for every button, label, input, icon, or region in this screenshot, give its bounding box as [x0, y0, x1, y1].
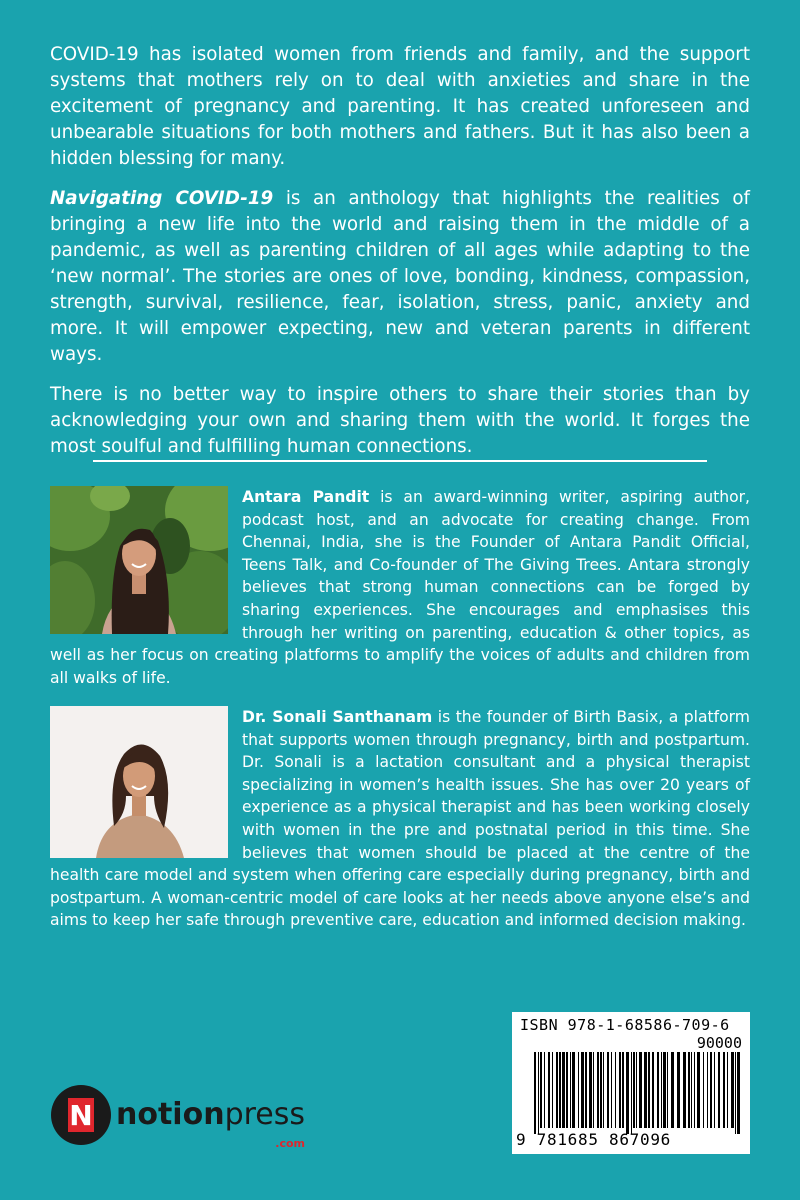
publisher-name	[116, 1097, 305, 1150]
barcode-bar	[707, 1052, 708, 1128]
blurb-paragraph-3: There is no better way to inspire others to share their stories than by acknowledging your own and sharing them with the world. It forges the most soulful and fulfilling human connections.	[50, 384, 750, 457]
author-photo-2	[50, 706, 228, 858]
isbn-label: ISBN 978-1-68586-709-6	[520, 1016, 730, 1034]
barcode-bar	[572, 1052, 575, 1128]
barcode-bar	[559, 1052, 561, 1128]
barcode-bar	[581, 1052, 584, 1128]
barcode-bar	[611, 1052, 612, 1128]
author-name-2: Dr. Sonali Santhanam	[242, 708, 433, 726]
author-bio-2	[50, 706, 750, 932]
barcode-bar	[585, 1052, 587, 1128]
barcode-bar	[636, 1052, 637, 1128]
barcode-bar	[714, 1052, 715, 1128]
author-bio-text-1: is an award-winning writer, aspiring author, podcast host, and an advocate for creating change. From Chennai, India, she is the Founder of Antara Pandit Official, Teens Talk, and Co-founder of The Giving Trees. Antara strongly believes that strong human connections can be forged by sharing experiences. She encourages and emphasises this through her writing on parenting, education & other topics, as well as her focus on creating platforms to amplify the voices of adults and children from all walks of life.	[50, 488, 750, 687]
barcode-bar	[663, 1052, 666, 1128]
barcode-bar	[683, 1052, 686, 1128]
publisher-domain-suffix: .com	[275, 1137, 305, 1150]
barcode-bar	[600, 1052, 602, 1128]
barcode-bar	[639, 1052, 642, 1128]
barcode-bar	[671, 1052, 674, 1128]
barcode-bar	[566, 1052, 568, 1128]
barcode-bar	[570, 1052, 571, 1128]
barcode-bar	[631, 1052, 632, 1134]
barcode-bar	[731, 1052, 734, 1128]
barcode-bar	[562, 1052, 565, 1128]
author-photo-1	[50, 486, 228, 634]
blurb-paragraph-2	[50, 186, 750, 368]
barcode-bar	[691, 1052, 692, 1128]
price-code: 90000	[696, 1034, 742, 1052]
barcode-bar	[667, 1052, 668, 1128]
logo-mark-letter: N	[69, 1099, 93, 1132]
barcode-bar	[597, 1052, 599, 1128]
barcode-bar	[723, 1052, 725, 1128]
barcode-bar	[626, 1052, 629, 1134]
barcode-bar	[737, 1052, 740, 1134]
barcode-bar	[657, 1052, 659, 1128]
publisher-name-part-1: notion	[116, 1097, 225, 1132]
barcode-bar	[644, 1052, 647, 1128]
barcode-bar	[677, 1052, 680, 1128]
barcode-bar	[694, 1052, 695, 1128]
barcode-bar	[589, 1052, 592, 1128]
barcode-bar	[534, 1052, 536, 1134]
barcode-bar	[622, 1052, 624, 1128]
publisher-name-part-2: press	[224, 1097, 305, 1132]
barcode-bar	[552, 1052, 553, 1128]
barcode-bar	[633, 1052, 635, 1128]
barcode-bar	[540, 1052, 542, 1128]
barcode-bar	[697, 1052, 700, 1128]
ean-number: 9 781685 867096	[516, 1130, 671, 1149]
barcode-bar	[710, 1052, 712, 1128]
barcode-bar	[619, 1052, 621, 1128]
barcode-bar	[652, 1052, 654, 1128]
barcode-bar	[544, 1052, 545, 1128]
back-cover-blurb	[50, 42, 750, 474]
blurb-paragraph-2-text: is an anthology that highlights the realities of bringing a new life into the world and raising them in the middle of a pandemic, as well as parenting children of all ages while adapting to the ‘new normal’. The stories are ones of love, bonding, kindness, compassion, strength, survival, resilience, fear, isolation, stress, panic, anxiety and more. It will empower expecting, new and veteran parents in different ways.	[50, 188, 750, 365]
notionpress-logo-icon	[50, 1084, 112, 1146]
barcode-bar	[593, 1052, 594, 1128]
isbn-barcode	[512, 1012, 750, 1154]
barcode-bar	[661, 1052, 662, 1128]
author-name-1: Antara Pandit	[242, 488, 370, 506]
barcode-bar	[648, 1052, 650, 1128]
barcode-bar	[727, 1052, 728, 1128]
barcode-bar	[688, 1052, 690, 1128]
barcode-bar	[735, 1052, 736, 1134]
blurb-paragraph-1: COVID-19 has isolated women from friends and family, and the support systems that mothers rely on to deal with anxieties and share in the excitement of pregnancy and parenting. It has created unforeseen and unbearable situations for both mothers and fathers. But it has also been a hidden blessing for many.	[50, 44, 750, 169]
barcode-bar	[556, 1052, 558, 1128]
barcode-bar	[703, 1052, 704, 1128]
barcode-bar	[578, 1052, 579, 1128]
barcode-bar	[718, 1052, 720, 1128]
book-title: Navigating COVID-19	[50, 188, 274, 209]
author-bio-1	[50, 486, 750, 689]
barcode-bar	[607, 1052, 609, 1128]
barcode-bar	[603, 1052, 604, 1128]
author-bio-text-2: is the founder of Birth Basix, a platform that supports women through pregnancy, birth and postpartum. Dr. Sonali is a lactation consultant and a physical therapist specializing in women’s health issues. She has over 20 years of experience as a physical therapist and has been working closely with women in the pre and postnatal period in this time. She believes that women should be placed at the centre of the health care model and system when offering care especially during pregnancy, birth and postpartum. A woman-centric model of care looks at her needs above anyone else’s and aims to keep her safe through preventive care, education and informed decision making.	[50, 708, 750, 930]
barcode-bar	[538, 1052, 539, 1134]
publisher-logo	[50, 1084, 305, 1150]
section-divider	[93, 460, 707, 462]
barcode-bar	[548, 1052, 550, 1128]
barcode-bar	[615, 1052, 616, 1128]
